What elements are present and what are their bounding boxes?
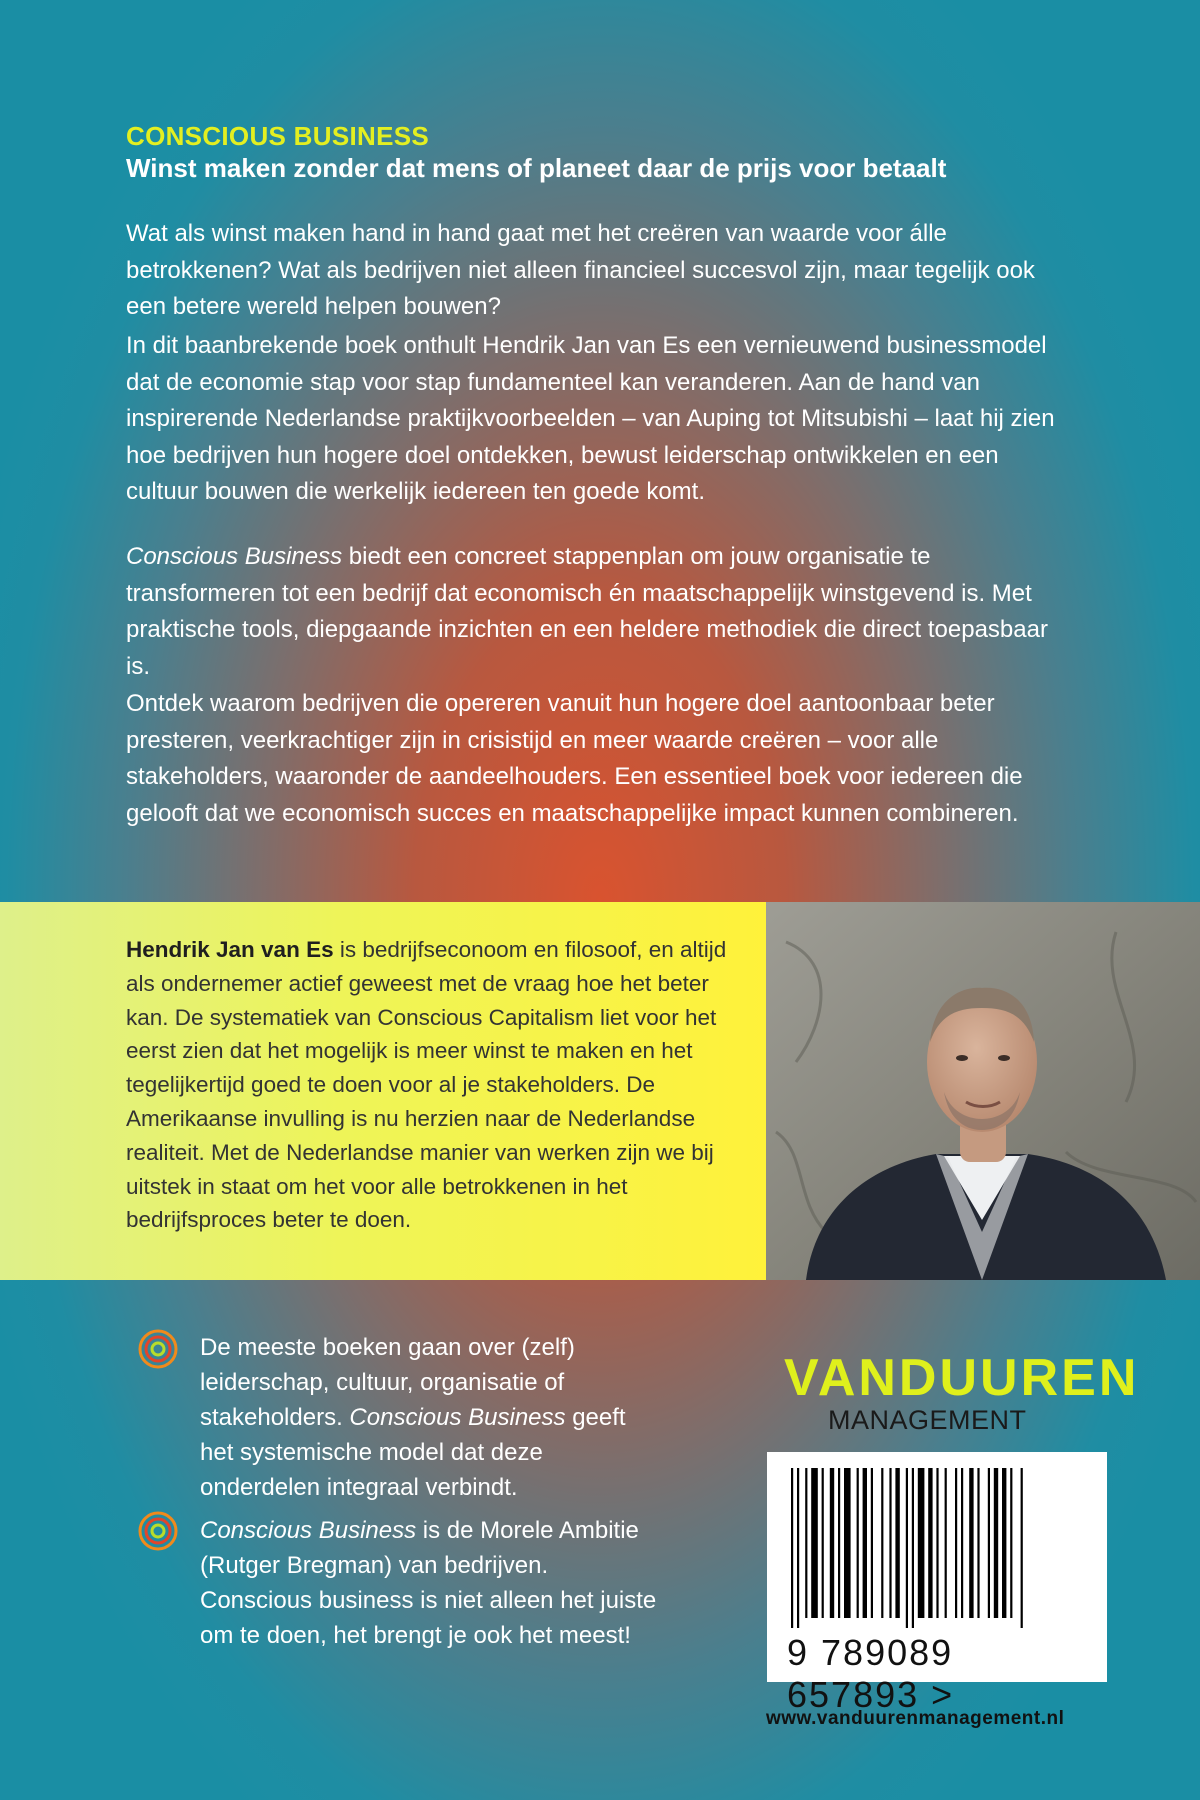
author-bio-panel — [0, 902, 766, 1280]
feature-bullet-2 — [200, 1513, 660, 1653]
feature-bullet-1-text: De meeste boeken gaan over (zelf) leiderschap, cultuur, organisatie of stakeholders. — [200, 1334, 575, 1431]
book-title-inline: Conscious Business — [126, 543, 343, 570]
blurb-paragraph-4: Ontdek waarom bedrijven die opereren vanuit hun hogere doel aantoonbaar beter presteren, veerkrachtiger zijn in crisistijd en meer waarde creëren – voor alle stakeholders, waaronder de aandeelhouders. Een essentieel boek voor iedereen die gelooft dat we economisch succes en maatschappelijke impact kunnen combineren. — [126, 690, 1023, 827]
feature-bullet-2-text: is de Morele Ambitie (Rutger Bregman) van bedrijven. Conscious business is niet alleen het juiste om te doen, het brengt je ook het meest! — [200, 1517, 657, 1649]
barcode-bar — [936, 1468, 938, 1618]
barcode-bar — [928, 1468, 932, 1618]
barcode-bar — [871, 1468, 873, 1618]
barcode-bar — [889, 1468, 891, 1618]
barcode-bar — [857, 1468, 859, 1618]
barcode-bar — [969, 1468, 973, 1618]
isbn-barcode — [767, 1452, 1107, 1715]
barcode-bar — [805, 1468, 807, 1618]
barcode-bar — [1002, 1468, 1006, 1618]
barcode-bar — [961, 1468, 963, 1618]
blurb-paragraph-2: In dit baanbrekende boek onthult Hendrik Jan van Es een vernieuwend businessmodel dat de economie stap voor stap fundamenteel kan veranderen. Aan de hand van inspirerende Nederlandse praktijkvoorbeelden – van Auping tot Mitsubishi – laat hij zien hoe bedrijven hun hogere doel ontdekken, bewust leiderschap ontwikkelen en een cultuur bouwen die werkelijk iedereen ten goede komt. — [126, 332, 1055, 505]
barcode-bar — [822, 1468, 824, 1618]
feature-bullet-1-text-end: geeft het systemische model dat deze onderdelen integraal verbindt. — [200, 1404, 626, 1501]
book-title-inline: Conscious Business — [349, 1404, 566, 1431]
author-bio — [126, 933, 746, 1237]
barcode-bar — [906, 1468, 908, 1628]
blurb-paragraph-3 — [126, 539, 1076, 685]
author-photo — [766, 902, 1200, 1280]
concentric-circles-bullet-icon — [137, 1328, 179, 1370]
barcode-bar — [791, 1468, 793, 1628]
barcode-bar — [945, 1468, 947, 1618]
book-subtitle: Winst maken zonder dat mens of planeet daar de prijs voor betaalt — [126, 153, 947, 183]
barcode-bar — [1021, 1468, 1023, 1628]
publisher-website: www.vanduurenmanagement.nl — [766, 1708, 1065, 1729]
barcode-bar — [811, 1468, 818, 1618]
feature-bullet-1 — [200, 1330, 660, 1505]
author-bio-text: is bedrijfseconoom en filosoof, en altijd als ondernemer actief geweest met de vraag hoe het beter kan. De systematiek van Conscious Capitalism liet voor het eerst zien dat het mogelijk is meer winst te maken en het tegelijkertijd goed te doen voor al je stakeholders. De Amerikaanse invulling is nu herzien naar de Nederlandse realiteit. Met de Nederlandse manier van werken zijn we bij uitstek in staat om het voor alle betrokkenen in het bedrijfsproces beter te doen. — [126, 937, 727, 1233]
barcode-bar — [1010, 1468, 1012, 1618]
barcode-bar — [918, 1468, 925, 1618]
barcode-bar — [838, 1468, 840, 1618]
barcode-bar — [895, 1468, 899, 1618]
barcode-bar — [844, 1468, 851, 1618]
series-title: CONSCIOUS BUSINESS — [126, 121, 430, 151]
blurb-paragraph-1: Wat als winst maken hand in hand gaat met het creëren van waarde voor álle betrokkenen? Wat als bedrijven niet alleen financieel succesvol zijn, maar tegelijk ook een betere wereld helpen bouwen? — [126, 220, 1035, 320]
concentric-circles-bullet-icon — [137, 1510, 179, 1552]
barcode-bar — [977, 1468, 979, 1618]
barcode-bar — [863, 1468, 867, 1618]
author-name: Hendrik Jan van Es — [126, 937, 334, 962]
barcode-bar — [912, 1468, 914, 1628]
book-title-inline: Conscious Business — [200, 1517, 417, 1544]
barcode-bar — [988, 1468, 990, 1618]
barcode-bar — [881, 1468, 883, 1618]
isbn-number: 9 789089 657893 > — [787, 1632, 955, 1715]
publisher-logo: VANDUUREN — [784, 1349, 1140, 1407]
publisher-division: MANAGEMENT — [828, 1405, 1027, 1435]
barcode-bar — [955, 1468, 957, 1618]
barcode-bar — [994, 1468, 998, 1618]
barcode-bar — [797, 1468, 799, 1628]
blurb-paragraph-3-text: biedt een concreet stappenplan om jouw organisatie te transformeren tot een bedrijf dat economisch én maatschappelijk winstgevend is. Met praktische tools, diepgaande inzichten en een heldere methodiek die direct toepasbaar is. — [126, 543, 1048, 680]
barcode-bars — [787, 1468, 1087, 1628]
barcode-bar — [830, 1468, 834, 1618]
